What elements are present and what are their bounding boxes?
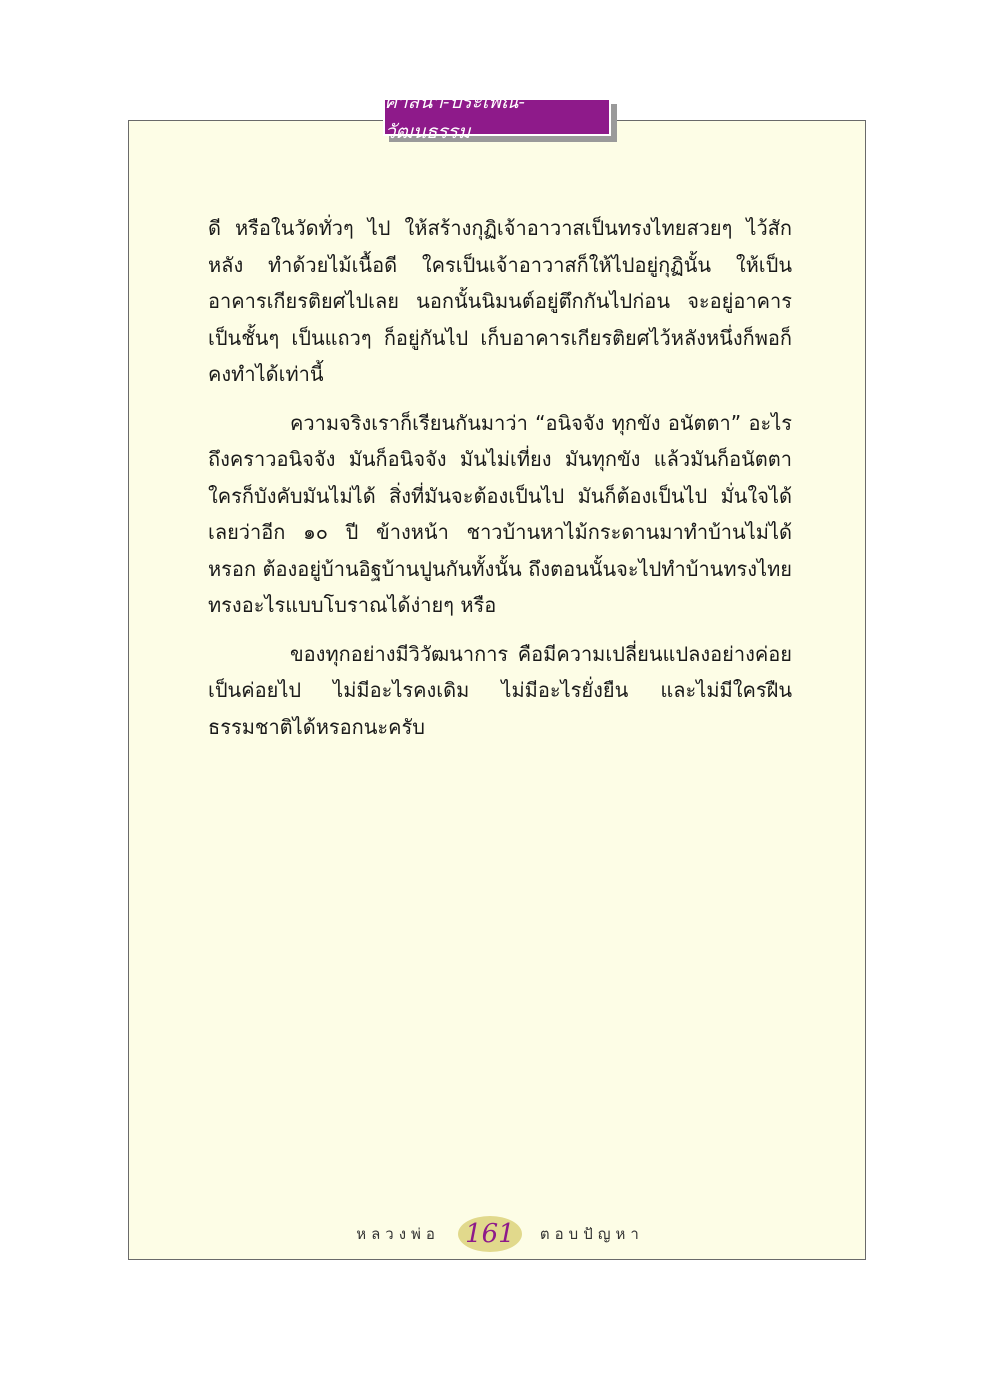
paragraph-2: ความจริงเราก็เรียนกันมาว่า “อนิจจัง ทุกขัง อนัตตา” อะไรถึงคราวอนิจจัง มันก็อนิจจัง มันไม่เที่ยง มันทุกขัง แล้วมันก็อนัตตาใครก็บังคับมันไม่ได้ สิ่งที่มันจะต้องเป็นไป มันก็ต้องเป็นไป มั่นใจได้เลยว่าอีก ๑๐ ปี ข้างหน้า ชาวบ้านหาไม้กระดานมาทำบ้านไม่ได้หรอก ต้องอยู่บ้านอิฐบ้านปูนกันทั้งนั้น ถึงตอนนั้นจะไปทำบ้านทรงไทยทรงอะไรแบบโบราณได้ง่ายๆ หรือ [208,410,792,617]
section-header-tab [383,91,611,143]
body-text [208,210,792,757]
page-number-badge [458,1216,522,1252]
page-number: 161 [465,1219,515,1249]
page-footer [0,1216,1000,1252]
paragraph-3: ของทุกอย่างมีวิวัฒนาการ คือมีความเปลี่ยนแปลงอย่างค่อยเป็นค่อยไป ไม่มีอะไรคงเดิม ไม่มีอะไรยั่งยืน และไม่มีใครฝืนธรรมชาติได้หรอกนะครับ [208,641,792,739]
footer-right-text: ตอบปัญหา [539,1225,644,1243]
section-title: ศาสนา-ประเพณี-วัฒนธรรม [385,91,525,143]
paragraph-1: ดี หรือในวัดทั่วๆ ไป ให้สร้างกุฏิเจ้าอาวาสเป็นทรงไทยสวยๆ ไว้สักหลัง ทำด้วยไม้เนื้อดี ใครเป็นเจ้าอาวาสก็ให้ไปอยู่กุฏินั้น ให้เป็นอาคารเกียรติยศไปเลย นอกนั้นนิมนต์อยู่ตึกกันไปก่อน จะอยู่อาคารเป็นชั้นๆ เป็นแถวๆ ก็อยู่กันไป เก็บอาคารเกียรติยศไว้หลังหนึ่งก็พอก็คงทำได้เท่านี้ [208,216,792,386]
footer-left-text: หลวงพ่อ [356,1225,440,1243]
